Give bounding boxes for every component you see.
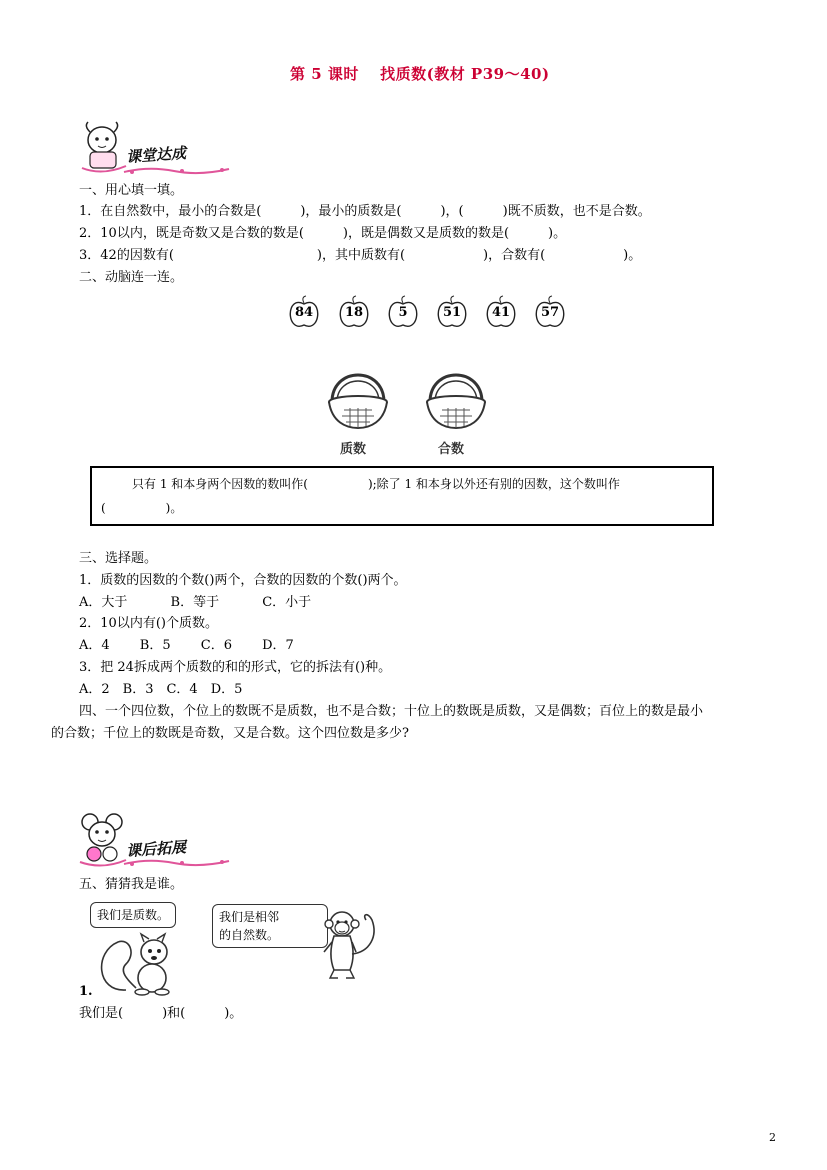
bubble-text: 我们是质数。 — [97, 908, 170, 922]
monkey-illustration — [318, 906, 388, 986]
apple-value: 41 — [491, 305, 511, 320]
banner-class-achievement — [76, 118, 226, 178]
apple-number[interactable] — [337, 295, 371, 329]
section4-line-2: 的合数；千位上的数既是奇数，又是合数。这个四位数是多少? — [51, 726, 409, 741]
banner-underline-decoration — [122, 856, 232, 870]
section3-heading: 三、选择题。 — [79, 551, 158, 566]
banner-underline-decoration — [122, 164, 232, 178]
section5-answer-line[interactable]: 我们是( )和( )。 — [79, 1006, 243, 1021]
section3-question-1-options: A．大于 B．等于 C．小于 — [79, 595, 312, 610]
section1-question-1: 1．在自然数中，最小的合数是( )，最小的质数是( )，( )既不质数，也不是合数。 — [79, 204, 651, 219]
section2-heading: 二、动脑连一连。 — [79, 270, 184, 285]
section4-line-1: 四、一个四位数，个位上的数既不是质数，也不是合数；十位上的数既是质数，又是偶数；百位上的数是最小 — [79, 704, 704, 719]
basket-label: 合数 — [438, 442, 465, 457]
bubble-text-line-1: 我们是相邻 — [219, 910, 280, 924]
section3-question-1: 1．质数的因数的个数()两个，合数的因数的个数()两个。 — [79, 573, 407, 588]
definition-line-2: ( )。 — [101, 501, 183, 515]
squirrel-illustration — [96, 930, 176, 996]
page-title: 第 5 课时 找质数(教材 P39～40) — [290, 65, 550, 83]
basket-icon — [326, 372, 390, 432]
apple-value: 18 — [344, 305, 364, 320]
basket-icon — [424, 372, 488, 432]
section1-question-3: 3．42的因数有( )，其中质数有( )，合数有( )。 — [79, 248, 642, 263]
banner-after-class-extension — [76, 810, 226, 870]
basket-composite[interactable] — [424, 372, 488, 462]
apple-value: 51 — [442, 305, 462, 320]
section3-question-2: 2．10以内有()个质数。 — [79, 616, 218, 631]
section3-question-3-options: A．2 B．3 C．4 D．5 — [79, 682, 243, 697]
apple-number[interactable] — [484, 295, 518, 329]
definition-box — [90, 466, 714, 526]
apple-value: 5 — [398, 305, 408, 320]
apple-number[interactable] — [287, 295, 321, 329]
basket-label: 质数 — [340, 442, 367, 457]
page-number: 2 — [769, 1131, 776, 1144]
section1-heading: 一、用心填一填。 — [79, 183, 184, 198]
basket-prime[interactable] — [326, 372, 390, 462]
section5-question-number: 1. — [79, 984, 93, 999]
section3-question-3: 3．把 24拆成两个质数的和的形式，它的拆法有()种。 — [79, 660, 392, 675]
apple-number[interactable] — [533, 295, 567, 329]
section5-heading: 五、猜猜我是谁。 — [79, 877, 184, 892]
speech-bubble-squirrel — [90, 902, 176, 928]
banner-title: 课后拓展 — [125, 837, 187, 861]
apple-number[interactable] — [386, 295, 420, 329]
apple-number[interactable] — [435, 295, 469, 329]
bubble-text-line-2: 的自然数。 — [219, 928, 280, 942]
definition-line-1: 只有 1 和本身两个因数的数叫作( );除了 1 和本身以外还有别的因数，这个数叫作 — [132, 477, 620, 491]
speech-bubble-monkey — [212, 904, 328, 948]
apple-value: 57 — [540, 305, 560, 320]
section1-question-2: 2．10以内，既是奇数又是合数的数是( )，既是偶数又是质数的数是( )。 — [79, 226, 567, 241]
section3-question-2-options: A．4 B．5 C．6 D．7 — [79, 638, 294, 653]
banner-title: 课堂达成 — [125, 143, 187, 167]
apple-value: 84 — [294, 305, 314, 320]
